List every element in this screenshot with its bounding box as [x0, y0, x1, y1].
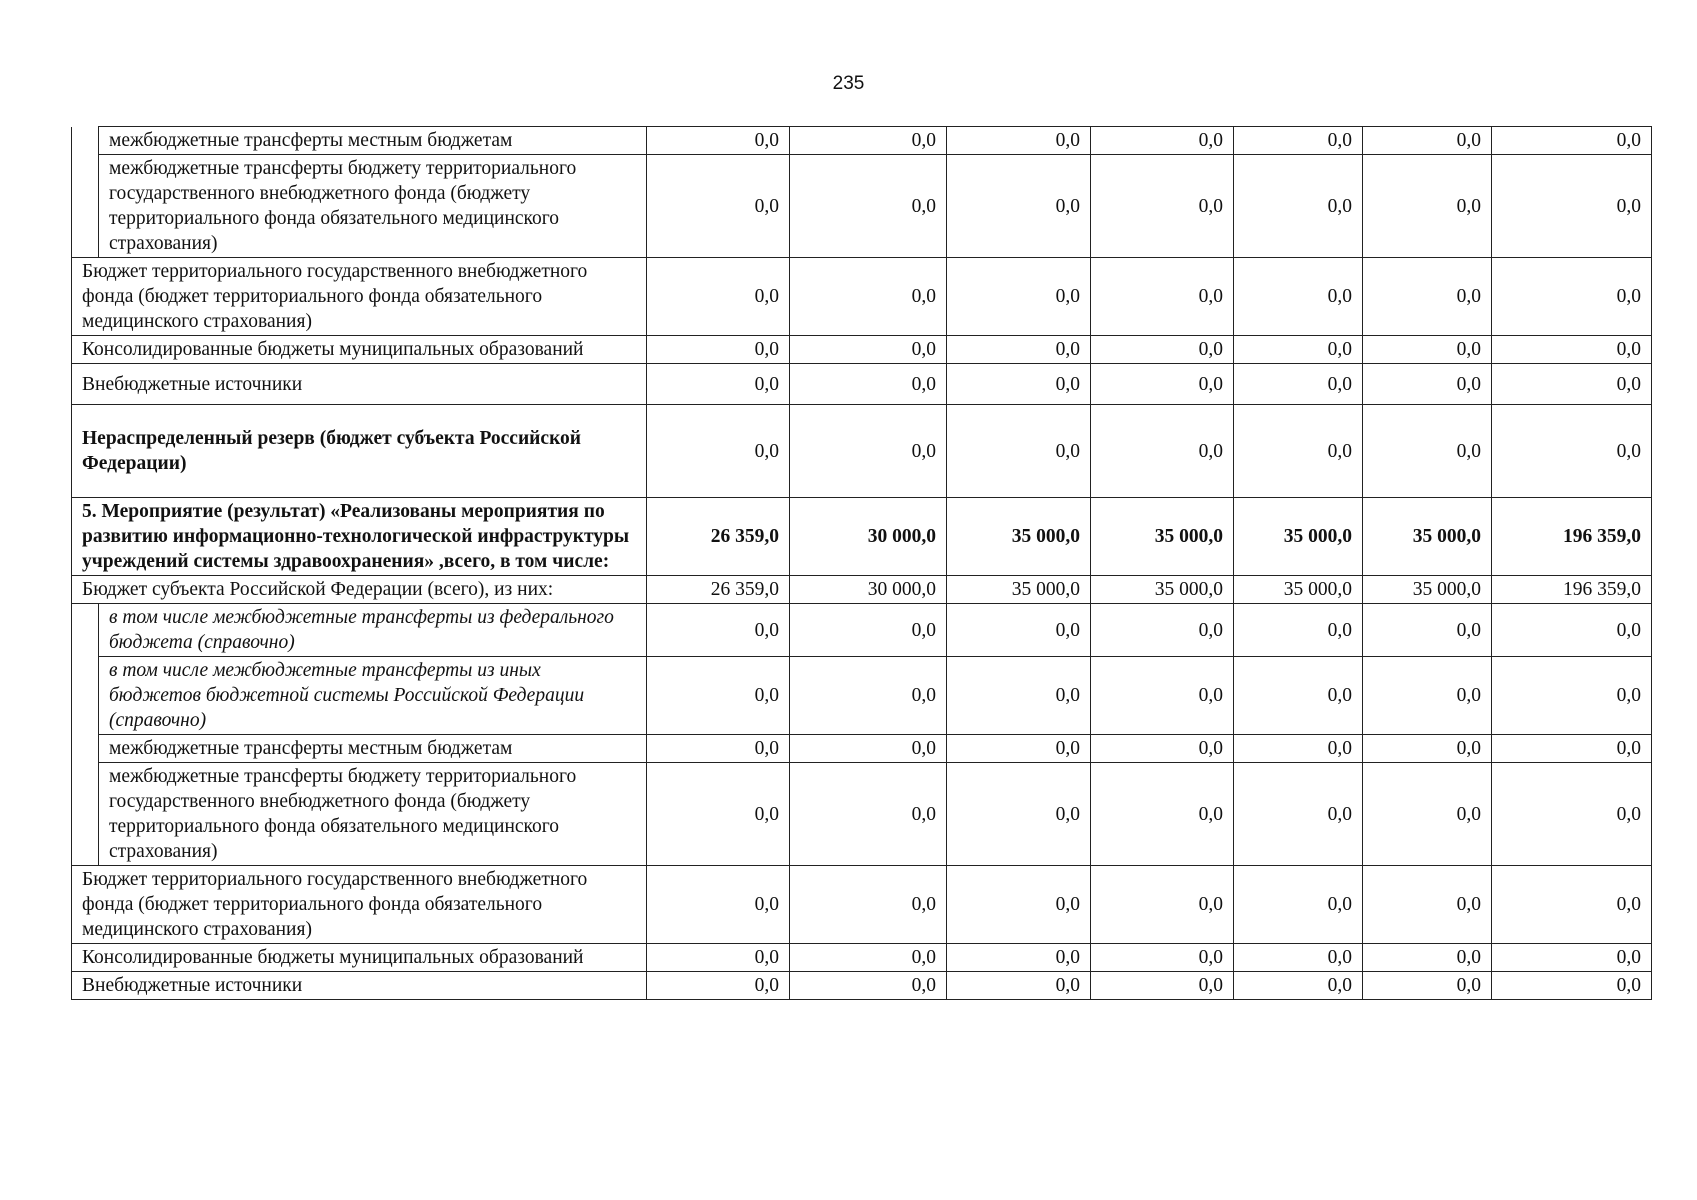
value-cell: 0,0: [790, 364, 947, 405]
table-row: [72, 258, 1652, 336]
value-cell: 0,0: [1492, 972, 1652, 1000]
value-cell: 0,0: [647, 127, 790, 155]
value-cell: 35 000,0: [947, 498, 1091, 576]
table-row: [72, 336, 1652, 364]
value-cell: 0,0: [1363, 972, 1492, 1000]
value-cell: 0,0: [1091, 763, 1234, 866]
row-label: Бюджет территориального государственного внебюджетного фонда (бюджет территориального фонда обязательного медицинского страхования): [72, 866, 647, 944]
table-row: [72, 498, 1652, 576]
table-row: [72, 127, 1652, 155]
value-cell: 0,0: [647, 657, 790, 735]
table-row: [72, 604, 1652, 657]
value-cell: 0,0: [790, 127, 947, 155]
value-cell: 0,0: [1091, 657, 1234, 735]
value-cell: 0,0: [1091, 405, 1234, 498]
value-cell: 0,0: [1363, 866, 1492, 944]
value-cell: 0,0: [1234, 155, 1363, 258]
value-cell: 0,0: [790, 866, 947, 944]
row-label: в том числе межбюджетные трансферты из федерального бюджета (справочно): [99, 604, 647, 657]
value-cell: 0,0: [647, 405, 790, 498]
value-cell: 0,0: [1234, 657, 1363, 735]
value-cell: 26 359,0: [647, 498, 790, 576]
value-cell: 0,0: [1492, 336, 1652, 364]
value-cell: 0,0: [1363, 735, 1492, 763]
table-row: [72, 972, 1652, 1000]
value-cell: 0,0: [1363, 604, 1492, 657]
value-cell: 0,0: [1363, 155, 1492, 258]
value-cell: 0,0: [1492, 604, 1652, 657]
value-cell: 30 000,0: [790, 498, 947, 576]
value-cell: 0,0: [1492, 258, 1652, 336]
value-cell: 0,0: [790, 155, 947, 258]
row-label: межбюджетные трансферты местным бюджетам: [99, 127, 647, 155]
value-cell: 0,0: [647, 735, 790, 763]
table-row: [72, 944, 1652, 972]
value-cell: 0,0: [1363, 944, 1492, 972]
value-cell: 35 000,0: [1091, 576, 1234, 604]
value-cell: 0,0: [647, 258, 790, 336]
row-label: Внебюджетные источники: [72, 972, 647, 1000]
value-cell: 0,0: [947, 763, 1091, 866]
table-row: [72, 405, 1652, 498]
value-cell: 0,0: [1091, 735, 1234, 763]
value-cell: 0,0: [1091, 155, 1234, 258]
value-cell: 35 000,0: [1234, 576, 1363, 604]
table-row: [72, 155, 1652, 258]
value-cell: 0,0: [1492, 155, 1652, 258]
value-cell: 0,0: [947, 972, 1091, 1000]
value-cell: 0,0: [790, 258, 947, 336]
value-cell: 0,0: [1234, 763, 1363, 866]
table-row: [72, 576, 1652, 604]
value-cell: 35 000,0: [1363, 498, 1492, 576]
value-cell: 0,0: [1363, 364, 1492, 405]
value-cell: 0,0: [1091, 866, 1234, 944]
value-cell: 0,0: [1234, 735, 1363, 763]
row-label: Бюджет территориального государственного внебюджетного фонда (бюджет территориального фонда обязательного медицинского страхования): [72, 258, 647, 336]
value-cell: 0,0: [790, 657, 947, 735]
value-cell: 0,0: [1492, 657, 1652, 735]
value-cell: 0,0: [1492, 763, 1652, 866]
value-cell: 0,0: [1234, 866, 1363, 944]
indent-cell: [72, 127, 99, 258]
row-label: Бюджет субъекта Российской Федерации (всего), из них:: [72, 576, 647, 604]
value-cell: 0,0: [1363, 405, 1492, 498]
value-cell: 0,0: [1234, 364, 1363, 405]
row-label: 5. Мероприятие (результат) «Реализованы мероприятия по развитию информационно-технологической инфраструктуры учреждений системы здравоохранения» ,всего, в том числе:: [72, 498, 647, 576]
table-row: [72, 364, 1652, 405]
value-cell: 0,0: [1363, 763, 1492, 866]
value-cell: 0,0: [1091, 604, 1234, 657]
row-label: Нераспределенный резерв (бюджет субъекта Российской Федерации): [72, 405, 647, 498]
value-cell: 0,0: [647, 763, 790, 866]
table-row: [72, 735, 1652, 763]
value-cell: 0,0: [790, 405, 947, 498]
page-number: 235: [832, 73, 865, 94]
value-cell: 0,0: [1091, 972, 1234, 1000]
value-cell: 0,0: [947, 364, 1091, 405]
value-cell: 0,0: [947, 657, 1091, 735]
value-cell: 0,0: [947, 405, 1091, 498]
value-cell: 0,0: [947, 735, 1091, 763]
value-cell: 30 000,0: [790, 576, 947, 604]
table-row: [72, 657, 1652, 735]
value-cell: 0,0: [947, 604, 1091, 657]
value-cell: 0,0: [790, 972, 947, 1000]
value-cell: 0,0: [1492, 364, 1652, 405]
value-cell: 35 000,0: [1363, 576, 1492, 604]
value-cell: 0,0: [947, 866, 1091, 944]
value-cell: 196 359,0: [1492, 498, 1652, 576]
value-cell: 0,0: [1234, 405, 1363, 498]
table-row: [72, 763, 1652, 866]
value-cell: 0,0: [947, 127, 1091, 155]
indent-cell: [72, 604, 99, 866]
value-cell: 0,0: [647, 364, 790, 405]
row-label: межбюджетные трансферты бюджету территориального государственного внебюджетного фонда (бюджету территориального фонда обязательного медицинского страхования): [99, 155, 647, 258]
value-cell: 0,0: [647, 866, 790, 944]
value-cell: 0,0: [790, 763, 947, 866]
value-cell: 196 359,0: [1492, 576, 1652, 604]
value-cell: 0,0: [1492, 405, 1652, 498]
value-cell: 0,0: [947, 258, 1091, 336]
value-cell: 0,0: [1363, 336, 1492, 364]
row-label: в том числе межбюджетные трансферты из иных бюджетов бюджетной системы Российской Федерации (справочно): [99, 657, 647, 735]
row-label: межбюджетные трансферты местным бюджетам: [99, 735, 647, 763]
value-cell: 0,0: [1234, 127, 1363, 155]
row-label: межбюджетные трансферты бюджету территориального государственного внебюджетного фонда (бюджету территориального фонда обязательного медицинского страхования): [99, 763, 647, 866]
value-cell: 0,0: [947, 944, 1091, 972]
value-cell: 0,0: [790, 604, 947, 657]
value-cell: 0,0: [1363, 127, 1492, 155]
value-cell: 0,0: [1091, 258, 1234, 336]
value-cell: 0,0: [1091, 364, 1234, 405]
value-cell: 0,0: [647, 155, 790, 258]
value-cell: 0,0: [1234, 972, 1363, 1000]
budget-table: [71, 126, 1652, 1000]
value-cell: 0,0: [647, 604, 790, 657]
value-cell: 0,0: [1492, 944, 1652, 972]
value-cell: 0,0: [1091, 336, 1234, 364]
row-label: Внебюджетные источники: [72, 364, 647, 405]
value-cell: 0,0: [790, 735, 947, 763]
row-label: Консолидированные бюджеты муниципальных образований: [72, 336, 647, 364]
value-cell: 35 000,0: [1234, 498, 1363, 576]
table-row: [72, 866, 1652, 944]
value-cell: 0,0: [1234, 944, 1363, 972]
value-cell: 35 000,0: [1091, 498, 1234, 576]
value-cell: 0,0: [1363, 258, 1492, 336]
row-label: Консолидированные бюджеты муниципальных образований: [72, 944, 647, 972]
value-cell: 0,0: [647, 972, 790, 1000]
value-cell: 0,0: [1234, 258, 1363, 336]
value-cell: 0,0: [947, 336, 1091, 364]
value-cell: 0,0: [1091, 127, 1234, 155]
value-cell: 0,0: [1492, 735, 1652, 763]
value-cell: 0,0: [1363, 657, 1492, 735]
value-cell: 0,0: [1234, 604, 1363, 657]
value-cell: 0,0: [647, 336, 790, 364]
value-cell: 0,0: [1492, 127, 1652, 155]
value-cell: 0,0: [790, 336, 947, 364]
value-cell: 0,0: [647, 944, 790, 972]
value-cell: 0,0: [947, 155, 1091, 258]
value-cell: 35 000,0: [947, 576, 1091, 604]
value-cell: 0,0: [1492, 866, 1652, 944]
value-cell: 0,0: [790, 944, 947, 972]
value-cell: 0,0: [1091, 944, 1234, 972]
value-cell: 0,0: [1234, 336, 1363, 364]
value-cell: 26 359,0: [647, 576, 790, 604]
